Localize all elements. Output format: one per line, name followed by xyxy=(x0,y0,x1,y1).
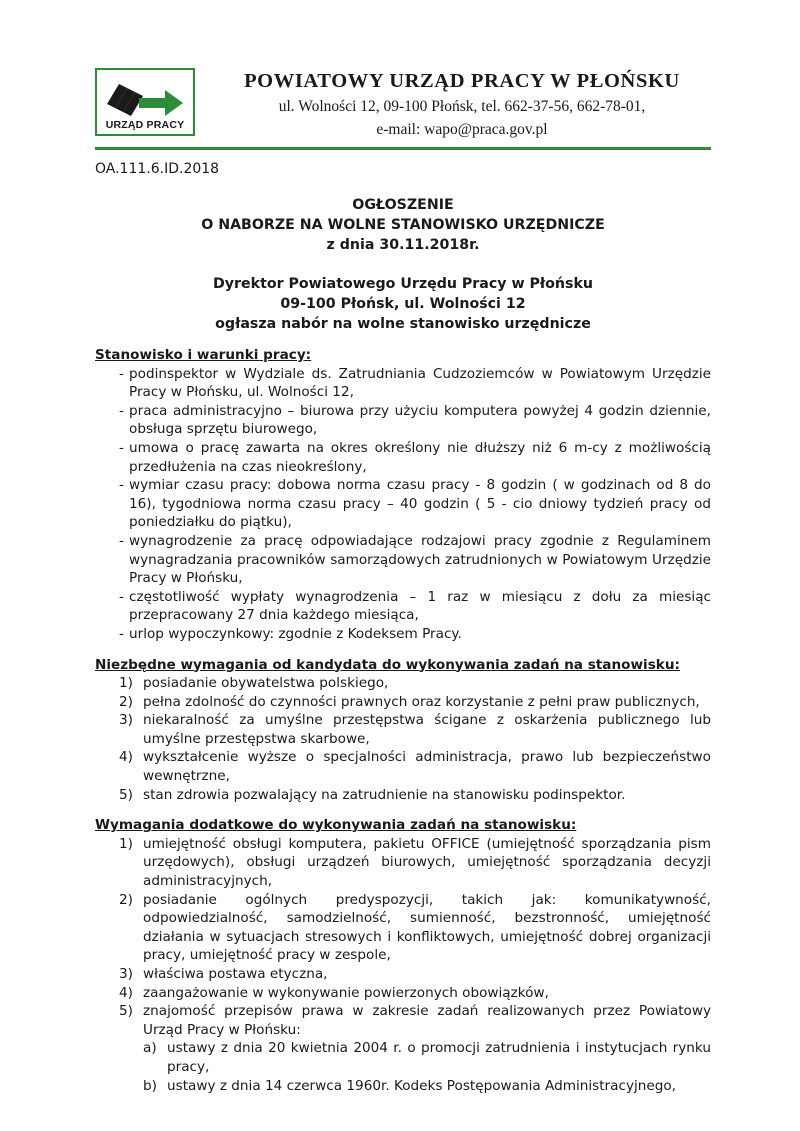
header-divider xyxy=(95,147,711,150)
list-item xyxy=(119,711,711,748)
director-line-1: Dyrektor Powiatowego Urzędu Pracy w Płońsku xyxy=(212,276,594,292)
list-item xyxy=(119,693,711,712)
document-body xyxy=(95,346,711,1095)
organization-address: ul. Wolności 12, 09-100 Płońsk, tel. 662-37-56, 662-78-01, xyxy=(278,98,646,115)
title-line-2: O NABORZE NA WOLNE STANOWISKO URZĘDNICZE xyxy=(201,217,605,233)
list-item: - umowa o pracę zawarta na okres określony nie dłuższy niż 6 m-cy z możliwością przedłużenia na czas nieokreślony, xyxy=(119,439,711,476)
list-item xyxy=(119,674,711,693)
list-item: - wymiar czasu pracy: dobowa norma czasu pracy - 8 godzin ( w godzinach od 8 do 16), tygodniowa norma czasu pracy – 40 godzin ( 5 - cio dniowy tydzień pracy od poniedziałku do piątku), xyxy=(119,476,711,532)
list-item xyxy=(119,1002,711,1095)
list-item-text: stan zdrowia pozwalający na zatrudnienie na stanowisku podinspektor. xyxy=(143,786,626,803)
list-item-text: posiadanie ogólnych predyspozycji, takich jak: komunikatywność, odpowiedzialność, samodzielność, sumienność, bezstronność, umiejętność działania w sytuacjach stresowych i konfliktowych, umiejętność dobrej organizacji pracy, umiejętność pracy w zespole, xyxy=(143,891,711,964)
section-title-position: Stanowisko i warunki pracy: xyxy=(95,347,312,363)
organization-email: e-mail: wapo@praca.gov.pl xyxy=(376,121,548,138)
list-item xyxy=(119,748,711,785)
list-item-text: pełna zdolność do czynności prawnych oraz korzystanie z pełni praw publicznych, xyxy=(143,693,700,710)
director-line-3: ogłasza nabór na wolne stanowisko urzędnicze xyxy=(215,316,591,332)
sublist-marker: a) xyxy=(143,1040,157,1057)
title-line-3: z dnia 30.11.2018r. xyxy=(326,237,480,253)
list-marker: 1) xyxy=(119,835,133,852)
list-item xyxy=(119,965,711,984)
office-logo-icon xyxy=(103,74,189,118)
list-item: - praca administracyjno – biurowa przy użyciu komputera powyżej 4 godzin dziennie, obsługa sprzętu biurowego, xyxy=(119,402,711,439)
list-marker: 3) xyxy=(119,966,133,982)
list-item-text: niekaralność za umyślne przestępstwa ścigane z oskarżenia publicznego lub umyślne przestępstwa skarbowe, xyxy=(143,712,711,747)
required-qualifications-list xyxy=(95,674,711,804)
list-item xyxy=(119,786,711,805)
reference-number: OA.111.6.ID.2018 xyxy=(95,161,220,177)
law-knowledge-sublist xyxy=(143,1039,711,1095)
list-item-text: właściwa postawa etyczna, xyxy=(143,966,328,982)
list-marker: 5) xyxy=(119,1003,133,1020)
list-item-text: posiadanie obywatelstwa polskiego, xyxy=(143,675,389,692)
list-item-text: umiejętność obsługi komputera, pakietu OFFICE (umiejętność sporządzania pism urzędowych), obsługi urządzeń biurowych, umiejętność sporządzania decyzji administracyjnych, xyxy=(143,835,711,890)
sublist-item-text: ustawy z dnia 14 czerwca 1960r. Kodeks Postępowania Administracyjnego, xyxy=(167,1077,677,1094)
title-line-1: OGŁOSZENIE xyxy=(352,197,454,213)
list-item-text: znajomość przepisów prawa w zakresie zadań realizowanych przez Powiatowy Urząd Pracy w Płońsku: xyxy=(143,1003,711,1038)
list-item xyxy=(119,984,711,1003)
list-item: - wynagrodzenie za pracę odpowiadające rodzajowi pracy zgodnie z Regulaminem wynagradzania pracowników samorządowych zatrudnionych w Powiatowym Urzędzie Pracy w Płońsku, xyxy=(119,532,711,588)
list-marker: 4) xyxy=(119,749,133,766)
director-line-2: 09-100 Płońsk, ul. Wolności 12 xyxy=(280,296,526,312)
sublist-item-text: ustawy z dnia 20 kwietnia 2004 r. o promocji zatrudnienia i instytucjach rynku pracy, xyxy=(167,1040,711,1075)
list-item-text: zaangażowanie w wykonywanie powierzonych obowiązków, xyxy=(143,984,549,1001)
additional-requirements-list xyxy=(95,835,711,1095)
list-item: - urlop wypoczynkowy: zgodnie z Kodeksem Pracy. xyxy=(119,625,711,644)
list-item xyxy=(119,835,711,891)
list-marker: 5) xyxy=(119,786,133,803)
list-marker: 2) xyxy=(119,693,133,710)
list-item: - częstotliwość wypłaty wynagrodzenia – 1 raz w miesiącu z dołu za miesiąc przepracowany 27 dnia każdego miesiąca, xyxy=(119,588,711,625)
director-statement xyxy=(95,274,711,334)
list-marker: 2) xyxy=(119,891,133,908)
list-item: - podinspektor w Wydziale ds. Zatrudniania Cudzoziemców w Powiatowym Urzędzie Pracy w Płońsku, ul. Wolności 12, xyxy=(119,365,711,402)
logo xyxy=(95,68,195,136)
section-title-additional: Wymagania dodatkowe do wykonywania zadań na stanowisku: xyxy=(95,817,577,834)
announcement-title xyxy=(95,195,711,255)
list-marker: 1) xyxy=(119,675,133,692)
sublist-item xyxy=(143,1077,711,1096)
list-item-text: wykształcenie wyższe o specjalności administracja, prawo lub bezpieczeństwo wewnętrzne, xyxy=(143,749,711,785)
list-marker: 3) xyxy=(119,712,133,729)
organization-name: POWIATOWY URZĄD PRACY W PŁOŃSKU xyxy=(244,70,680,92)
sublist-marker: b) xyxy=(143,1077,157,1094)
list-marker: 4) xyxy=(119,984,133,1001)
position-conditions-list xyxy=(95,365,711,644)
list-item xyxy=(119,891,711,965)
sublist-item xyxy=(143,1039,711,1076)
logo-label: URZĄD PRACY xyxy=(105,119,185,131)
section-title-required: Niezbędne wymagania od kandydata do wykonywania zadań na stanowisku: xyxy=(95,656,680,673)
